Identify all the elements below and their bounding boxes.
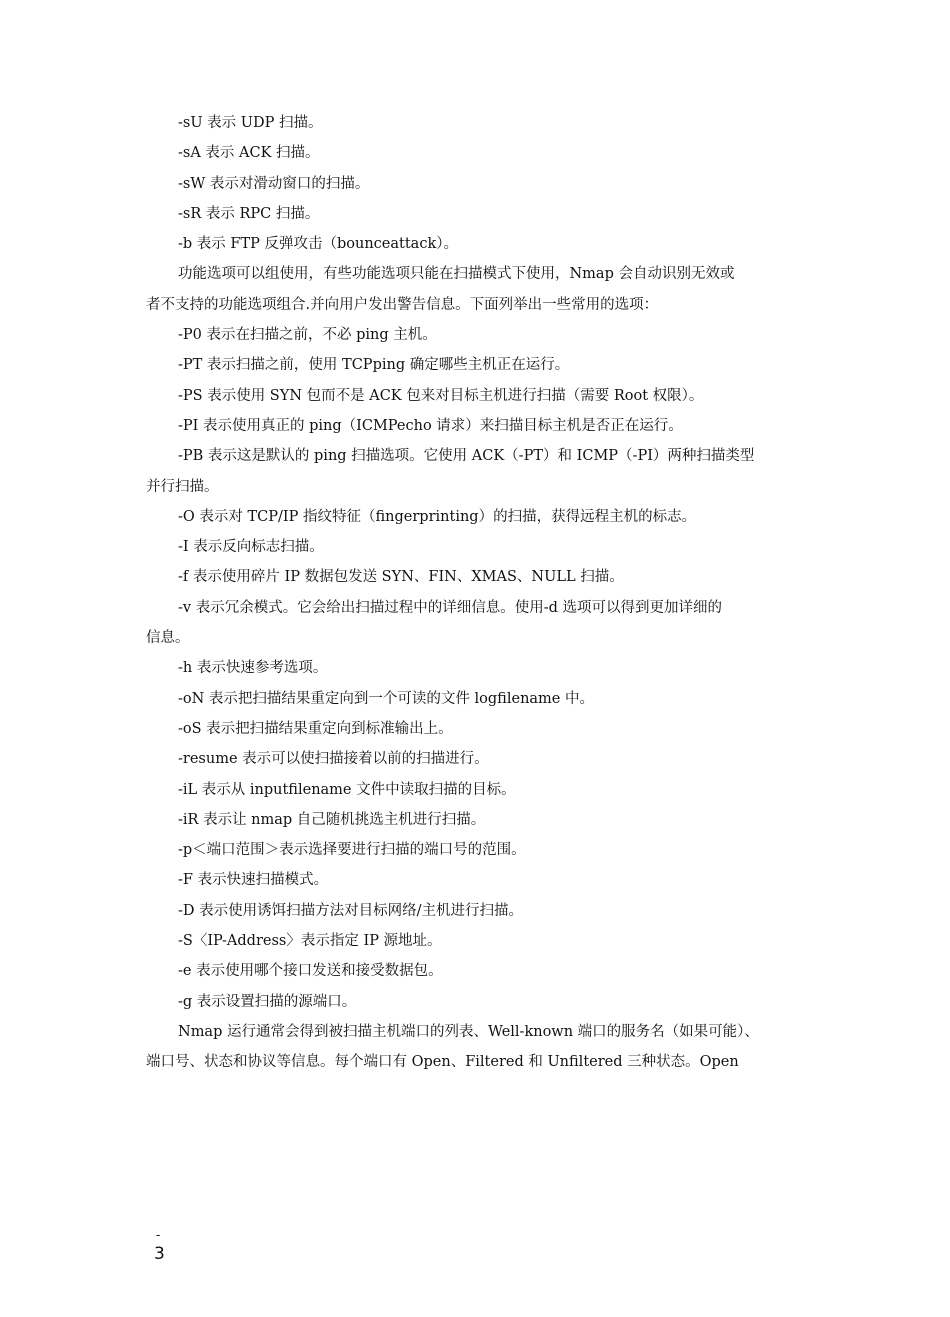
text-line: -p＜端口范围＞表示选择要进行扫描的端口号的范围。	[178, 842, 526, 859]
text-line: -h 表示快速参考选项。	[178, 660, 328, 677]
text-line: -sU 表示 UDP 扫描。	[178, 115, 323, 131]
text-line: -I 表示反向标志扫描。	[178, 539, 324, 556]
text-line: 信息。	[146, 630, 190, 647]
text-line: -PS 表示使用 SYN 包而不是 ACK 包来对目标主机进行扫描（需要 Root 权限）。	[178, 387, 704, 404]
text-line: -F 表示快速扫描模式。	[178, 872, 329, 889]
text-line: -P0 表示在扫描之前，不必 ping 主机。	[178, 327, 437, 344]
text-line: -e 表示使用哪个接口发送和接受数据包。	[178, 963, 443, 980]
text-line: -oS 表示把扫描结果重定向到标准输出上。	[178, 720, 453, 737]
text-line: -PB 表示这是默认的 ping 扫描选项。它使用 ACK（-PT）和 ICMP（-PI）两种扫描类型	[178, 448, 755, 465]
text-line: -D 表示使用诱饵扫描方法对目标网络/主机进行扫描。	[178, 902, 524, 919]
text-line: -resume 表示可以使扫描接着以前的扫描进行。	[178, 751, 489, 768]
text-line: -PI 表示使用真正的 ping（ICMPecho 请求）来扫描目标主机是否正在运行。	[178, 417, 683, 434]
text-line: -S〈IP-Address〉表示指定 IP 源地址。	[178, 933, 442, 950]
text-line: Nmap 运行通常会得到被扫描主机端口的列表、Well-known 端口的服务名（如果可能）、	[178, 1023, 759, 1040]
text-line: -PT 表示扫描之前，使用 TCPping 确定哪些主机正在运行。	[178, 357, 570, 374]
text-line: -O 表示对 TCP/IP 指纹特征（fingerprinting）的扫描，获得远程主机的标志。	[178, 508, 697, 525]
text-line: -f 表示使用碎片 IP 数据包发送 SYN、FIN、XMAS、NULL 扫描。	[178, 569, 624, 586]
text-line: -sW 表示对滑动窗口的扫描。	[178, 175, 370, 192]
text-line: -iL 表示从 inputfilename 文件中读取扫描的目标。	[178, 781, 516, 798]
text-line: -b 表示 FTP 反弹攻击（bounceattack）。	[178, 236, 458, 253]
text-line: -oN 表示把扫描结果重定向到一个可读的文件 logfilename 中。	[178, 690, 594, 707]
text-line: -sA 表示 ACK 扫描。	[178, 145, 320, 162]
footer-dash: -	[156, 1228, 161, 1242]
text-line: -sR 表示 RPC 扫描。	[178, 205, 320, 222]
text-line: -v 表示冗余模式。它会给出扫描过程中的详细信息。使用-d 选项可以得到更加详细的	[178, 599, 722, 616]
document-body	[146, 108, 806, 1078]
text-line: 并行扫描。	[146, 478, 219, 495]
text-line: 功能选项可以组使用，有些功能选项只能在扫描模式下使用，Nmap 会自动识别无效或	[178, 266, 735, 283]
text-line: 端口号、状态和协议等信息。每个端口有 Open、Filtered 和 Unfiltered 三种状态。Open	[146, 1054, 739, 1071]
text-line: 者不支持的功能选项组合.并向用户发出警告信息。下面列举出一些常用的选项：	[146, 296, 659, 313]
text-line: -iR 表示让 nmap 自己随机挑选主机进行扫描。	[178, 811, 486, 828]
page-number: 3	[154, 1244, 165, 1264]
text-line: -g 表示设置扫描的源端口。	[178, 993, 357, 1010]
